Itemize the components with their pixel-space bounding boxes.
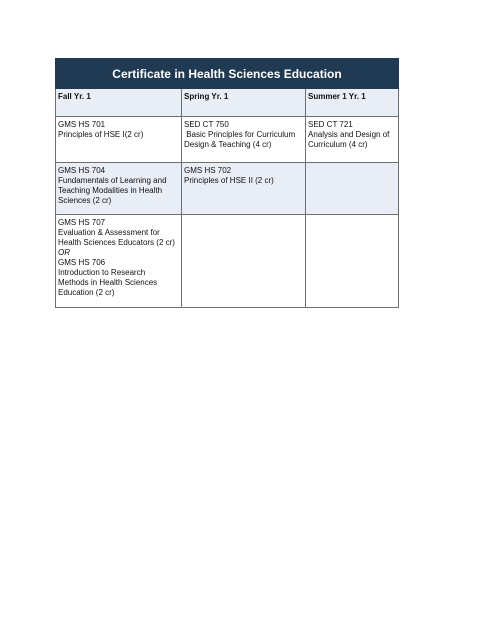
- table-row: [56, 215, 399, 308]
- table-row: [56, 117, 399, 163]
- course-title: Design & Teaching (4 cr): [184, 140, 272, 149]
- certificate-table: [55, 58, 399, 308]
- or-separator: OR: [58, 248, 70, 257]
- table-cell-empty: [306, 215, 399, 308]
- table-title: Certificate in Health Sciences Education: [112, 66, 342, 81]
- column-header-fall: Fall Yr. 1: [56, 89, 182, 117]
- course-title: Curriculum (4 cr): [308, 140, 368, 149]
- table-cell: [56, 163, 182, 215]
- table-cell: [306, 117, 399, 163]
- course-code: GMS HS 701: [58, 120, 106, 129]
- course-title: Methods in Health Sciences: [58, 278, 158, 287]
- course-title: Basic Principles for Curriculum: [184, 130, 296, 139]
- table-cell-empty: [182, 215, 306, 308]
- header-row: [56, 89, 399, 117]
- course-title: Teaching Modalities in Health: [58, 186, 163, 195]
- course-title: Sciences (2 cr): [58, 196, 112, 205]
- course-title: Principles of HSE I(2 cr): [58, 130, 144, 139]
- table-cell: [182, 117, 306, 163]
- course-code: GMS HS 704: [58, 166, 106, 175]
- course-title: Principles of HSE II (2 cr): [184, 176, 274, 185]
- table-cell: [182, 163, 306, 215]
- course-code: GMS HS 706: [58, 258, 106, 267]
- course-title: Health Sciences Educators (2 cr): [58, 238, 175, 247]
- course-title: Introduction to Research: [58, 268, 146, 277]
- table-row: [56, 163, 399, 215]
- table-cell: [56, 117, 182, 163]
- course-title: Fundamentals of Learning and: [58, 176, 167, 185]
- course-title: Analysis and Design of: [308, 130, 390, 139]
- course-code: GMS HS 707: [58, 218, 106, 227]
- course-code: SED CT 721: [308, 120, 353, 129]
- course-title: Evaluation & Assessment for: [58, 228, 160, 237]
- table-cell-empty: [306, 163, 399, 215]
- course-code: SED CT 750: [184, 120, 229, 129]
- column-header-summer: Summer 1 Yr. 1: [306, 89, 399, 117]
- column-header-spring: Spring Yr. 1: [182, 89, 306, 117]
- table-title-cell: [56, 59, 399, 89]
- course-code: GMS HS 702: [184, 166, 232, 175]
- table-cell: [56, 215, 182, 308]
- course-title: Education (2 cr): [58, 288, 115, 297]
